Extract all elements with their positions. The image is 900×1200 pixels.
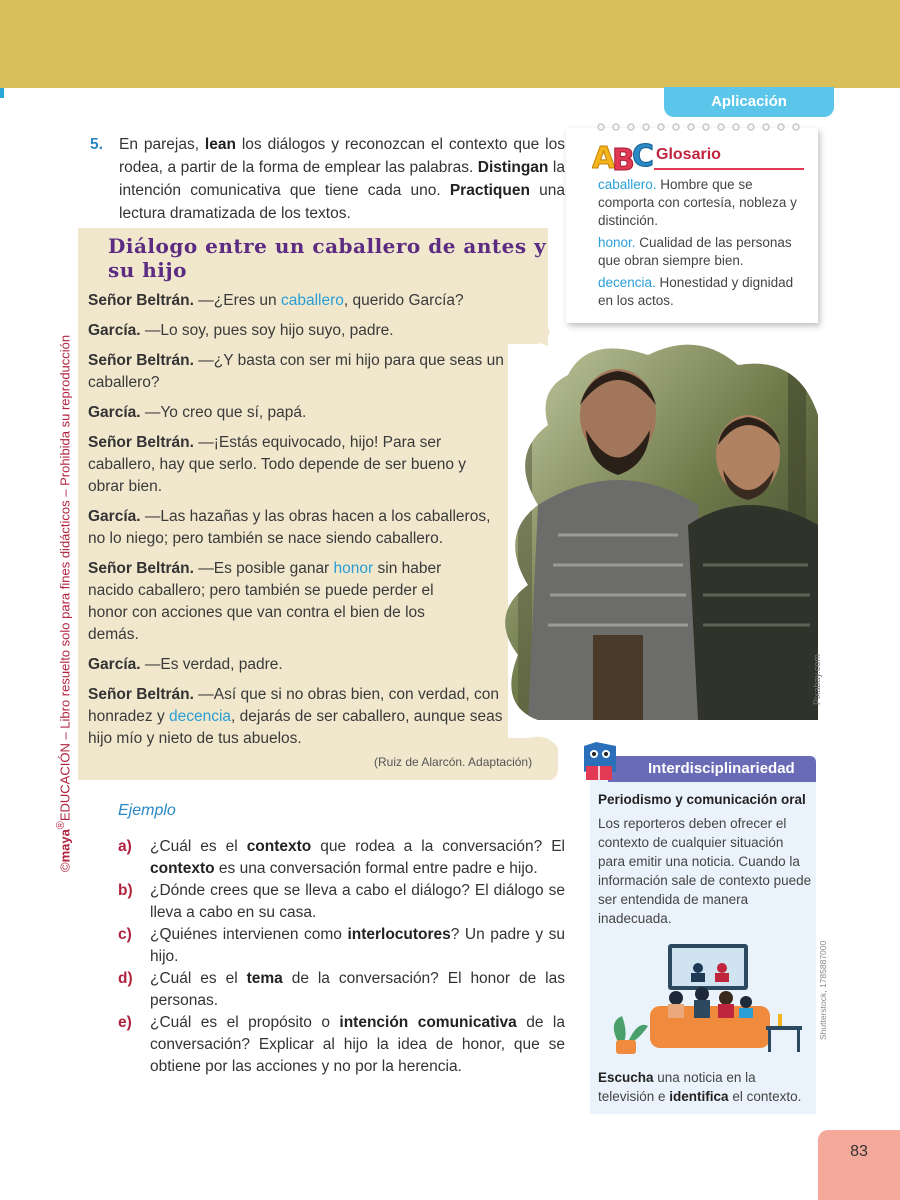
glossary-definition: Cualidad de las personas que obran siempre bien.	[598, 235, 792, 268]
glossary-entry	[598, 176, 810, 230]
dialog-line	[88, 684, 513, 750]
activity-text-part: En parejas,	[119, 136, 205, 153]
glossary-keyword: caballero	[280, 292, 344, 309]
glossary-entry	[598, 274, 810, 310]
task-text: una noticia en la televisión e	[598, 1070, 756, 1104]
glossary-term: honor.	[598, 235, 636, 250]
activity-verb-distingan: Distingan	[477, 159, 549, 176]
activity-verb-lean: lean	[204, 136, 236, 153]
glossary-box	[566, 128, 818, 323]
abc-logo	[592, 136, 654, 179]
dialog-lines	[88, 290, 528, 758]
speaker-name: Señor Beltrán.	[88, 292, 194, 309]
side-notice-text: EDUCACIÓN – Libro resuelto solo para fines didácticos – Prohibida su reproducción	[57, 334, 73, 822]
dialog-text: , dejarás de ser caballero, aunque seas hijo mío y nieto de tus abuelos.	[88, 708, 503, 747]
svg-text:C: C	[632, 139, 654, 174]
question-text: ? Un padre y su hijo.	[150, 926, 565, 965]
interdisciplinary-task	[598, 1068, 812, 1106]
question-item	[118, 968, 565, 1012]
example-title: Ejemplo	[118, 802, 176, 819]
activity-text	[119, 133, 565, 225]
activity-instruction	[90, 133, 565, 225]
activity-verb-practiquen: Practiquen	[449, 182, 530, 199]
question-text: ¿Cuál es el	[150, 838, 247, 855]
speaker-name: Señor Beltrán.	[88, 560, 194, 577]
dialog-line	[88, 654, 528, 676]
question-text: es una conversación formal entre padre e hijo.	[214, 860, 538, 877]
question-keyword: intención comunicativa	[339, 1014, 517, 1031]
dialog-text: , querido García?	[343, 292, 464, 309]
illustration-credit: Shutterstock, 1785887000	[818, 940, 828, 1040]
registered-mark: ®	[55, 821, 67, 830]
interdisciplinary-subtitle: Periodismo y comunicación oral	[598, 792, 806, 807]
question-text: ¿Quiénes intervienen como	[150, 926, 348, 943]
dialog-line	[88, 402, 528, 424]
dialog-text: —Así que si no obras bien, con verdad, con honradez y	[88, 686, 499, 725]
dialog-title: Diálogo entre un caballero de antes y su hijo	[108, 234, 547, 282]
question-text: de la conversación? Explicar al hijo la idea de honor, que se obtiene por las acciones y no por la herencia.	[150, 1014, 565, 1075]
dialog-text: —¿Eres un	[193, 292, 281, 309]
interdisciplinary-box	[590, 756, 816, 1114]
book-mascot-icon	[576, 740, 624, 784]
copyright-symbol: ©	[57, 862, 73, 872]
question-letter: c)	[118, 926, 132, 943]
page-number: 83	[818, 1130, 900, 1200]
dialog-line	[88, 558, 463, 646]
activity-number: 5.	[90, 136, 103, 153]
question-text: ¿Cuál es el propósito o	[150, 1014, 340, 1031]
dialog-text: —Yo creo que sí, papá.	[140, 404, 307, 421]
glossary-keyword: honor	[333, 560, 374, 577]
top-edge-accent	[0, 88, 4, 98]
question-letter: d)	[118, 970, 133, 987]
question-keyword: tema	[246, 970, 283, 987]
question-text: de la conversación? El honor de las personas.	[150, 970, 565, 1009]
svg-text:B: B	[612, 143, 635, 174]
dialog-text: —¿Y basta con ser mi hijo para que seas un caballero?	[88, 352, 504, 391]
activity-text-part: los diálogos y reconozcan el contexto que los rodea, a partir de la forma de emplear las palabras.	[119, 136, 565, 176]
dialog-line	[88, 290, 528, 312]
section-tab: Aplicación	[664, 87, 834, 117]
question-letter: a)	[118, 838, 132, 855]
question-item	[118, 836, 565, 880]
glossary-entries	[598, 176, 810, 314]
speaker-name: Señor Beltrán.	[88, 352, 194, 369]
family-watching-tv-illustration	[598, 942, 808, 1060]
glossary-title: Glosario	[656, 146, 721, 163]
task-text: el contexto.	[728, 1089, 802, 1104]
glossary-definition: Hombre que se comporta con cortesía, nobleza y distinción.	[598, 177, 797, 228]
example-questions	[118, 836, 565, 1078]
question-item	[118, 1012, 565, 1078]
glossary-term: decencia.	[598, 275, 656, 290]
question-text: ¿Dónde crees que se lleva a cabo el diálogo? El diálogo se lleva a cabo en su casa.	[150, 882, 565, 921]
dialog-line	[88, 506, 498, 550]
notebook-rings	[596, 122, 806, 132]
side-copyright-notice	[55, 312, 72, 872]
glossary-definition: Honestidad y dignidad en los actos.	[598, 275, 794, 308]
question-item	[118, 924, 565, 968]
brand-name: maya	[57, 829, 73, 863]
glossary-term: caballero.	[598, 177, 657, 192]
glossary-entry	[598, 234, 810, 270]
task-verb-escucha: Escucha	[598, 1070, 654, 1085]
speaker-name: Señor Beltrán.	[88, 434, 194, 451]
question-keyword: contexto	[246, 838, 312, 855]
dialog-text: —Es posible ganar	[193, 560, 334, 577]
speaker-name: Señor Beltrán.	[88, 686, 194, 703]
question-letter: b)	[118, 882, 133, 899]
photo-credit: Pixabay.com	[812, 654, 822, 705]
interdisciplinary-text: Los reporteros deben ofrecer el contexto de cualquier situación para emitir una noticia. Cuando la información sale de contexto puede ser entendida de manera inadecuada.	[598, 816, 812, 926]
dialog-text: —Es verdad, padre.	[140, 656, 283, 673]
dialog-citation: (Ruiz de Alarcón. Adaptación)	[374, 755, 533, 769]
glossary-keyword: decencia	[169, 708, 232, 725]
speaker-name: García.	[88, 656, 141, 673]
speaker-name: García.	[88, 322, 141, 339]
speaker-name: García.	[88, 508, 141, 525]
question-text: que rodea a la conversación? El	[311, 838, 565, 855]
dialog-text: —Lo soy, pues soy hijo suyo, padre.	[140, 322, 394, 339]
svg-text:A: A	[592, 141, 616, 174]
dialog-line	[88, 432, 488, 498]
top-color-band	[0, 0, 900, 88]
knights-photo	[498, 335, 828, 720]
glossary-underline	[654, 168, 804, 170]
dialog-text: —¡Estás equivocado, hijo! Para ser caballero, hay que serlo. Todo depende de ser bueno y obrar bien.	[88, 434, 467, 495]
abc-logo-icon	[592, 136, 654, 174]
question-keyword: interlocutores	[347, 926, 451, 943]
dialog-line	[88, 350, 518, 394]
question-keyword: contexto	[150, 860, 215, 877]
speaker-name: García.	[88, 404, 141, 421]
task-verb-identifica: identifica	[669, 1089, 729, 1104]
dialog-text: sin haber nacido caballero; pero también se puede perder el honor con acciones que van contra el bien de los demás.	[88, 560, 442, 643]
activity-text-part: una lectura dramatizada de los textos.	[119, 182, 565, 222]
dialog-line	[88, 320, 528, 342]
dialog-text: —Las hazañas y las obras hacen a los caballeros, no lo niego; pero también se nace siendo caballero.	[88, 508, 491, 547]
question-letter: e)	[118, 1014, 132, 1031]
question-item	[118, 880, 565, 924]
interdisciplinary-header: Interdisciplinariedad	[608, 756, 816, 782]
question-text: ¿Cuál es el	[150, 970, 247, 987]
activity-text-part: la intención comunicativa que tiene cada uno.	[119, 159, 565, 199]
